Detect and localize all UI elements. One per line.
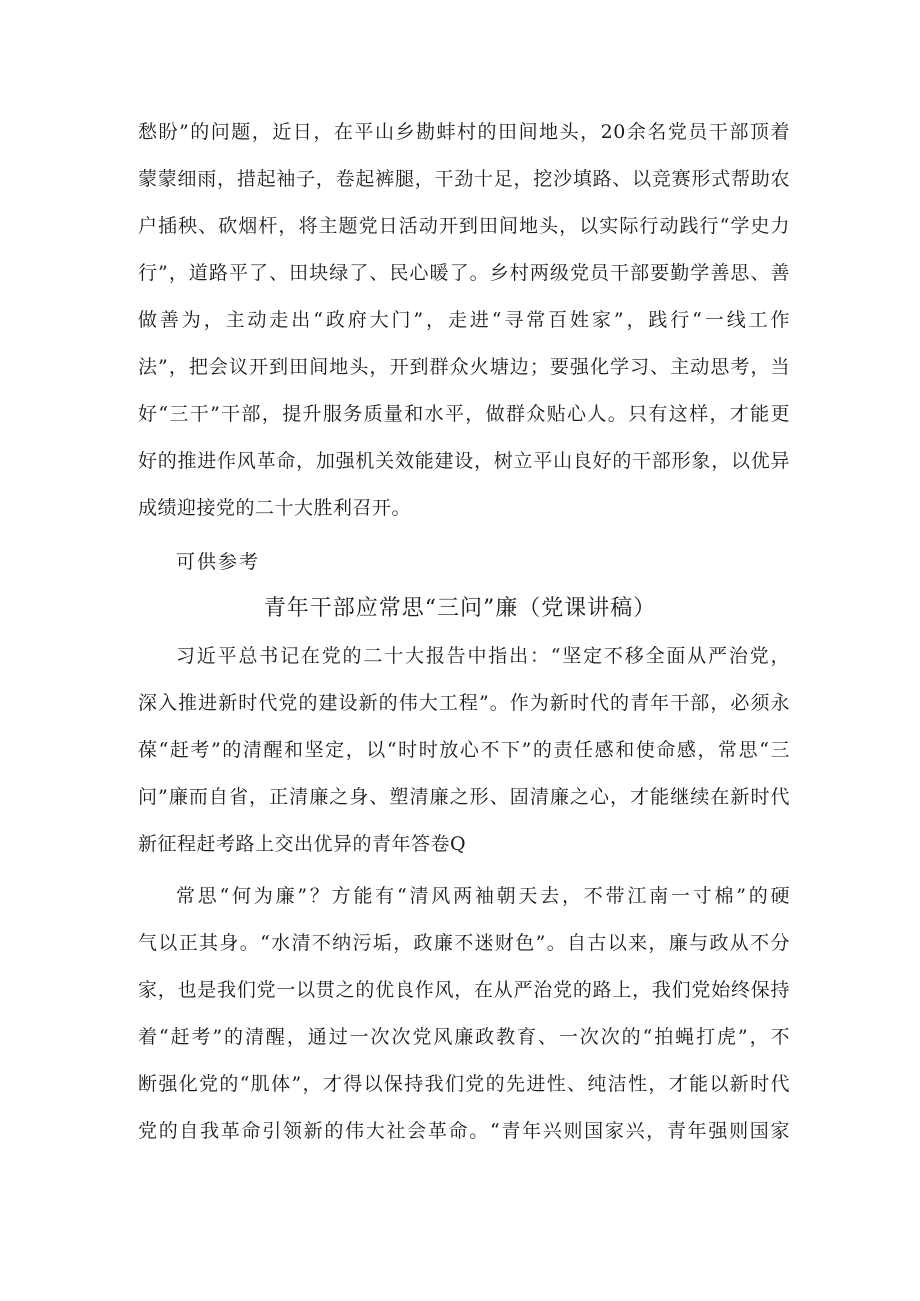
paragraph-1-line-5: 做善为，主动走出“政府大门”，走进“寻常百姓家”，践行“一线工作 [138, 309, 790, 331]
paragraph-1-line-9: 成绩迎接党的二十大胜利召开。 [138, 497, 412, 519]
paragraph-3-line-3: 家，也是我们党一以贯之的优良作风，在从严治党的路上，我们党始终保持 [138, 979, 790, 1001]
article-title: 青年干部应常思“三问”廉（党课讲稿） [263, 596, 657, 621]
paragraph-2-line-2: 深入推进新时代党的建设新的伟大工程”。作为新时代的青年干部，必须永 [138, 692, 790, 714]
paragraph-3-line-2: 气以正其身。“水清不纳污垢，政廉不迷财色”。自古以来，廉与政从不分 [138, 932, 790, 954]
paragraph-1-line-4: 行”，道路平了、田块绿了、民心暖了。乡村两级党员干部要勤学善思、善 [138, 262, 790, 284]
paragraph-1-line-6: 法”，把会议开到田间地头，开到群众火塘边；要强化学习、主动思考，当 [138, 356, 790, 378]
reference-note: 可供参考 [176, 551, 261, 573]
paragraph-3-line-1: 常思“何为廉”？方能有“清风两袖朝天去，不带江南一寸棉”的硬 [176, 885, 790, 907]
paragraph-1-line-8: 好的推进作风革命，加强机关效能建设，树立平山良好的干部形象，以优异 [138, 450, 790, 472]
paragraph-2-line-3: 葆“赶考”的清醒和坚定，以“时时放心不下”的责任感和使命感，常思“三 [138, 739, 790, 761]
paragraph-1-line-2: 蒙蒙细雨，措起袖子，卷起裤腿，干劲十足，挖沙填路、以竞赛形式帮助农 [138, 168, 790, 190]
paragraph-2-line-4: 问”廉而自省，正清廉之身、塑清廉之形、固清廉之心，才能继续在新时代 [138, 786, 790, 808]
paragraph-1-line-1: 愁盼”的问题，近日，在平山乡勘蚌村的田间地头，20余名党员干部顶着 [138, 121, 790, 143]
paragraph-3-line-6: 党的自我革命引领新的伟大社会革命。“青年兴则国家兴，青年强则国家 [138, 1120, 790, 1142]
paragraph-3-line-5: 断强化党的“肌体”，才得以保持我们党的先进性、纯洁性，才能以新时代 [138, 1073, 790, 1095]
paragraph-1-line-7: 好“三干”干部，提升服务质量和水平，做群众贴心人。只有这样，才能更 [138, 403, 790, 425]
paragraph-2-line-5: 新征程赶考路上交出优异的青年答卷Q [138, 833, 467, 855]
paragraph-2-line-1: 习近平总书记在党的二十大报告中指出：“坚定不移全面从严治党， [176, 645, 790, 667]
paragraph-1-line-3: 户插秧、砍烟杆，将主题党日活动开到田间地头，以实际行动践行“学史力 [138, 215, 790, 237]
paragraph-3-line-4: 着“赶考”的清醒，通过一次次党风廉政教育、一次次的“拍蝇打虎”，不 [138, 1026, 790, 1048]
